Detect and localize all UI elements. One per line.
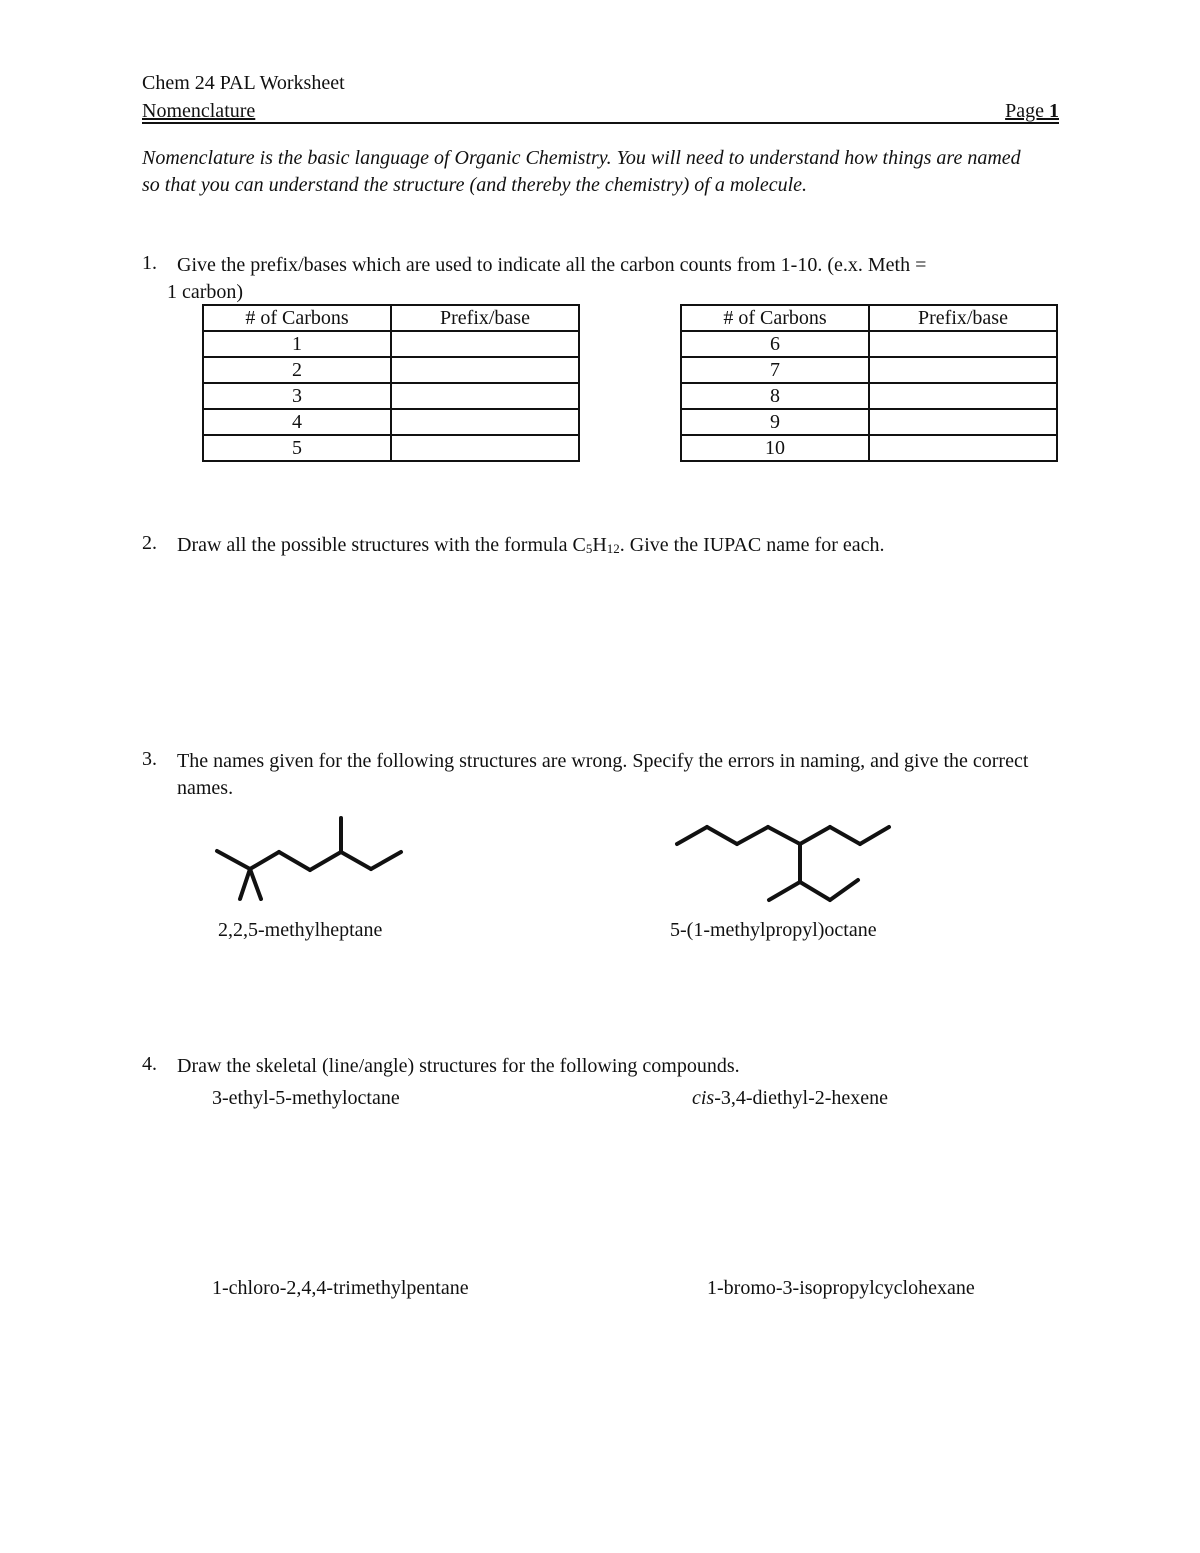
structure-right-skeletal (665, 812, 905, 912)
bond (371, 852, 401, 869)
bond (240, 869, 250, 899)
bond (677, 827, 707, 844)
compound-3: 1-chloro-2,4,4-trimethylpentane (212, 1277, 469, 1299)
bond (800, 882, 830, 900)
bond (769, 882, 800, 900)
carbon-count-cell: 5 (203, 435, 391, 461)
q1-number: 1. (142, 252, 157, 274)
q3-name-right: 5-(1-methylpropyl)octane (670, 919, 877, 941)
compound-2 (692, 1087, 888, 1110)
page-indicator (1005, 100, 1059, 123)
carbon-count-cell: 8 (681, 383, 869, 409)
bond (250, 852, 279, 869)
carbon-count-cell: 4 (203, 409, 391, 435)
prefix-answer-cell[interactable] (869, 331, 1057, 357)
carbon-count-cell: 6 (681, 331, 869, 357)
carbon-count-cell: 10 (681, 435, 869, 461)
table-header-carbons: # of Carbons (203, 305, 391, 331)
q2-text-b: H (592, 534, 607, 556)
q1-text: Give the prefix/bases which are used to indicate all the carbon counts from 1-10. (e.x. Meth = (177, 254, 927, 276)
q3-name-left: 2,2,5-methylheptane (218, 919, 383, 941)
q2-subscript-h: 12 (606, 541, 620, 556)
worksheet-subtitle: Nomenclature (142, 100, 256, 122)
structure-left-skeletal (200, 808, 420, 918)
prefix-answer-cell[interactable] (869, 435, 1057, 461)
prefix-answer-cell[interactable] (869, 357, 1057, 383)
prefix-answer-cell[interactable] (391, 357, 579, 383)
prefix-answer-cell[interactable] (869, 383, 1057, 409)
q2-text-a: Draw all the possible structures with the formula C (177, 534, 586, 556)
bond (768, 827, 800, 844)
bond (707, 827, 737, 844)
q2-text (177, 532, 1057, 562)
bond (860, 827, 889, 844)
q2-text-c: . Give the IUPAC name for each. (619, 534, 885, 556)
bond (310, 852, 341, 870)
header-rule (142, 122, 1059, 124)
q2-number: 2. (142, 532, 157, 554)
bond (800, 827, 830, 844)
carbon-table-right (680, 304, 1058, 462)
bond (737, 827, 768, 844)
compound-2-prefix: cis (692, 1087, 715, 1109)
carbon-count-cell: 3 (203, 383, 391, 409)
prefix-answer-cell[interactable] (869, 409, 1057, 435)
q3-number: 3. (142, 748, 157, 770)
compound-1: 3-ethyl-5-methyloctane (212, 1087, 400, 1109)
table-header-prefix: Prefix/base (391, 305, 579, 331)
table-header-prefix: Prefix/base (869, 305, 1057, 331)
worksheet-title: Chem 24 PAL Worksheet (142, 72, 345, 94)
bond (217, 851, 250, 869)
intro-paragraph: Nomenclature is the basic language of Organic Chemistry. You will need to understand how things are named so that you can understand the structure (and thereby the chemistry) of a molecule. (142, 147, 1021, 196)
bond (250, 869, 261, 899)
carbon-table-left (202, 304, 580, 462)
bond (830, 827, 860, 844)
carbon-count-cell: 7 (681, 357, 869, 383)
prefix-answer-cell[interactable] (391, 435, 579, 461)
prefix-answer-cell[interactable] (391, 409, 579, 435)
q3-text: The names given for the following structures are wrong. Specify the errors in naming, and give the correct names. (177, 750, 1029, 799)
compound-4: 1-bromo-3-isopropylcyclohexane (707, 1277, 975, 1299)
bond (279, 852, 310, 870)
carbon-count-cell: 1 (203, 331, 391, 357)
bond (341, 852, 371, 869)
carbon-count-cell: 2 (203, 357, 391, 383)
bond (830, 880, 858, 900)
carbon-count-cell: 9 (681, 409, 869, 435)
q4-text: Draw the skeletal (line/angle) structures for the following compounds. (177, 1055, 740, 1077)
table-header-carbons: # of Carbons (681, 305, 869, 331)
q2-subscript-c: 5 (585, 541, 593, 556)
page-label: Page (1005, 100, 1049, 122)
q1-text-continued: 1 carbon) (167, 281, 244, 303)
compound-2-rest: -3,4-diethyl-2-hexene (714, 1087, 889, 1109)
q4-number: 4. (142, 1053, 157, 1075)
page-number: 1 (1049, 100, 1059, 122)
prefix-answer-cell[interactable] (391, 383, 579, 409)
prefix-answer-cell[interactable] (391, 331, 579, 357)
